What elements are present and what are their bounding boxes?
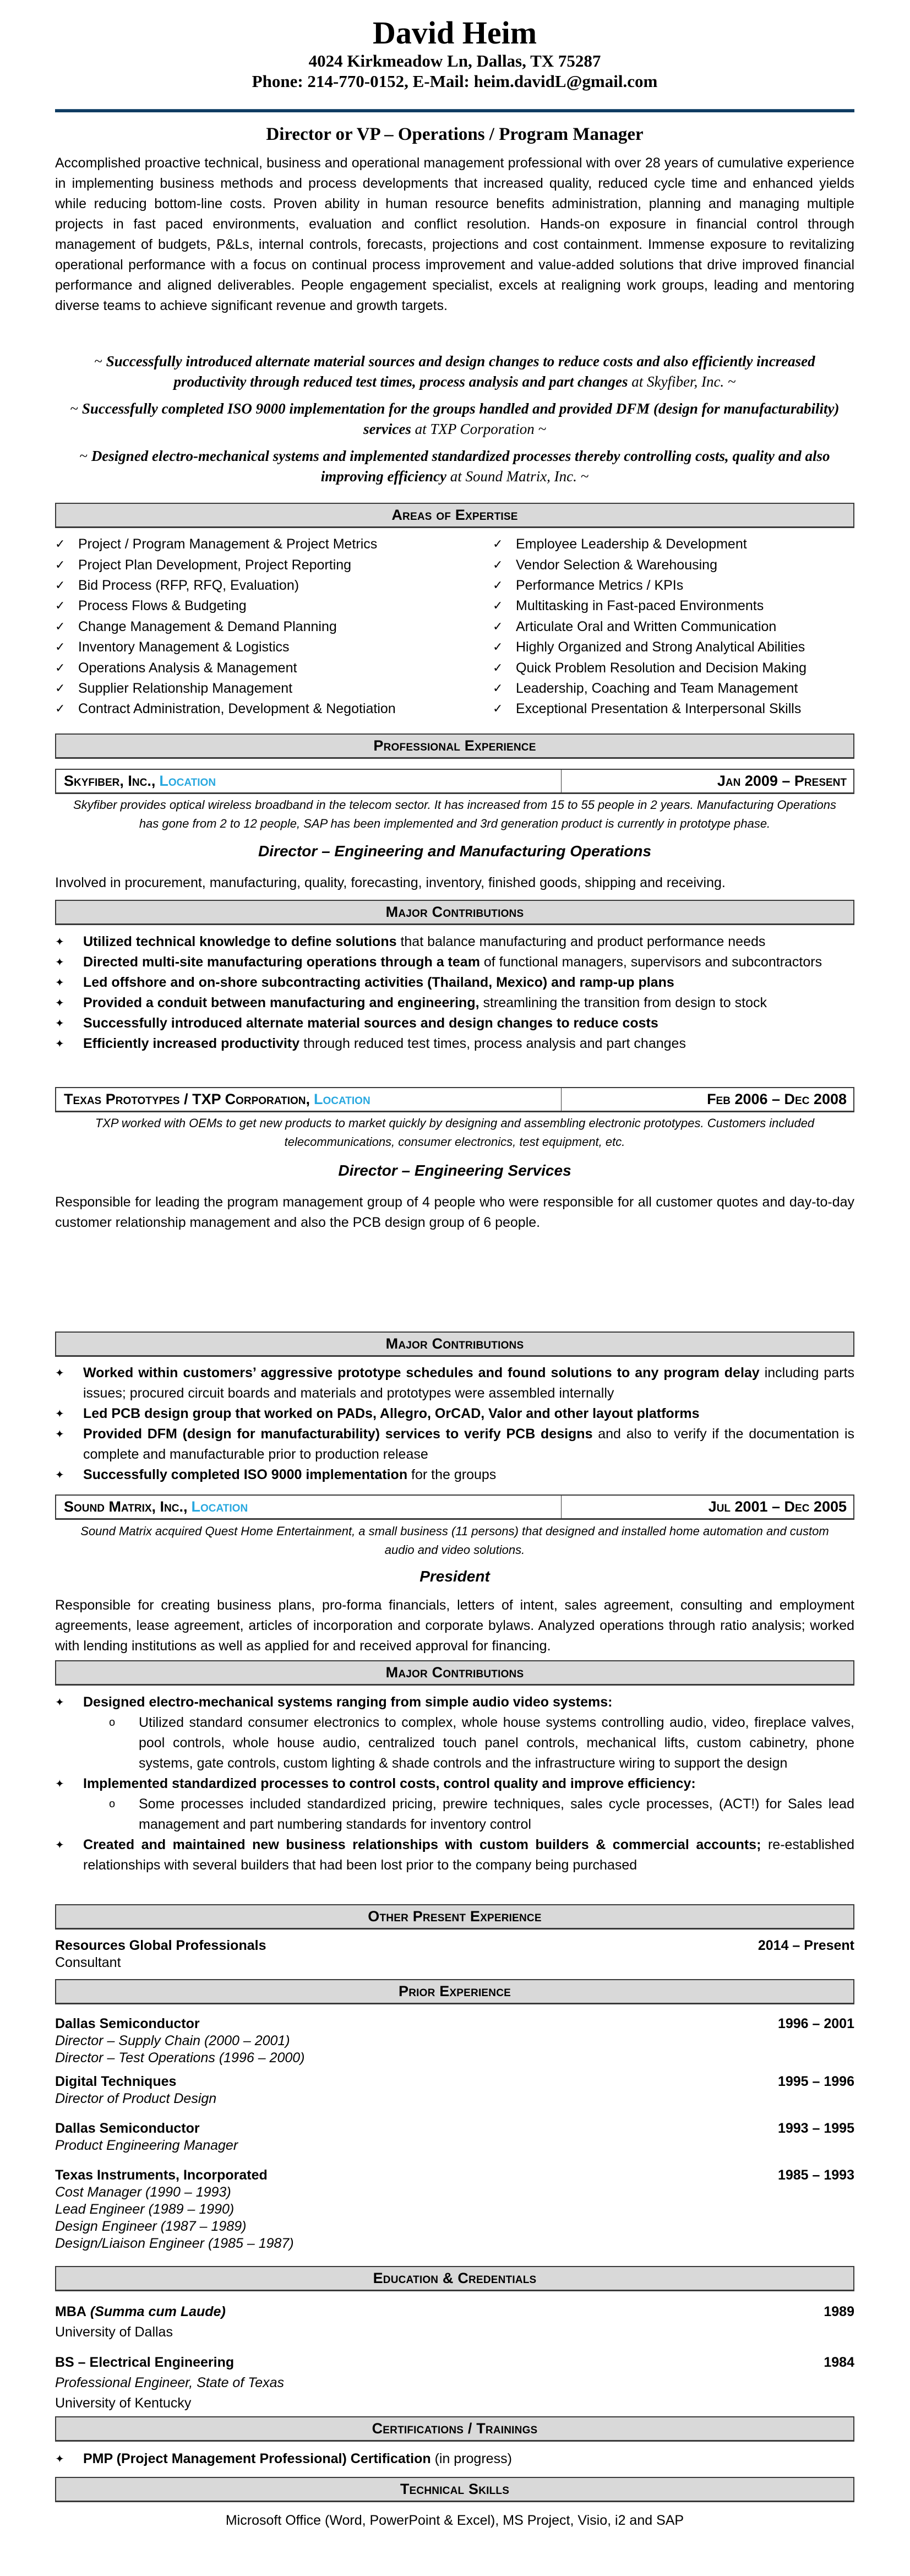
contribution-bold: Utilized technical knowledge to define solutions (83, 934, 397, 949)
graduation-year: 1989 (824, 2304, 854, 2319)
employment-dates: 1985 – 1993 (777, 2167, 854, 2183)
contribution-text (83, 993, 854, 1013)
contribution-rest: through reduced test times, process analysis and part changes (299, 1036, 686, 1051)
expertise-label: Operations Analysis & Management (78, 660, 297, 676)
degree-honor: (Summa cum Laude) (90, 2304, 226, 2319)
company-bar-sound-matrix (55, 1494, 854, 1520)
location-link[interactable]: Location (191, 1498, 248, 1515)
location-link[interactable]: Location (159, 773, 216, 789)
role-title: Product Engineering Manager (55, 2138, 238, 2153)
expertise-item (55, 617, 493, 637)
expertise-label: Project / Program Management & Project Metrics (78, 536, 378, 552)
highlight-item (55, 446, 854, 487)
contribution-text (83, 1404, 854, 1424)
company-bar-txp (55, 1087, 854, 1112)
address: 4024 Kirkmeadow Ln, Dallas, TX 75287 (308, 51, 601, 70)
contribution-bold: Efficiently increased productivity (83, 1036, 300, 1051)
contributions-list (55, 932, 854, 1054)
education-entry (55, 2352, 854, 2414)
company-bar-skyfiber (55, 769, 854, 794)
expertise-label: Process Flows & Budgeting (78, 598, 247, 614)
diamond-bullet-icon: ✦ (55, 976, 64, 989)
contribution-item (55, 1404, 854, 1424)
certifications-list (55, 2449, 854, 2469)
expertise-item (55, 534, 493, 555)
contribution-bold: Successfully completed ISO 9000 implementation (83, 1467, 408, 1482)
job-summary: Responsible for leading the program management group of 4 people who were responsible for all customer quotes and day-to-day customer relationship management and also the PCB design group of 6 people. (55, 1194, 854, 1230)
contribution-bold: Successfully introduced alternate material sources and design changes to reduce costs (83, 1015, 658, 1031)
circle-bullet-icon: o (109, 1716, 116, 1729)
company-name: Dallas Semiconductor (55, 2121, 200, 2136)
checkmark-icon: ✓ (55, 558, 66, 572)
checkmark-icon: ✓ (493, 599, 503, 613)
degree-name: BS – Electrical Engineering (55, 2355, 235, 2370)
company-name: Resources Global Professionals (55, 1938, 266, 1953)
contribution-item (55, 1363, 854, 1404)
prior-experience-entry (55, 2120, 854, 2154)
role-title: Director – Test Operations (1996 – 2000) (55, 2050, 305, 2066)
expertise-label: Highly Organized and Strong Analytical Abilities (516, 639, 805, 655)
entry-header (55, 2073, 854, 2090)
contribution-text (83, 1835, 854, 1876)
graduation-year: 1984 (824, 2355, 854, 2370)
expertise-label: Multitasking in Fast-paced Environments (516, 598, 764, 614)
employment-dates: 1995 – 1996 (777, 2074, 854, 2089)
candidate-name: David Heim (372, 15, 537, 51)
headline: Director or VP – Operations / Program Manager (266, 124, 644, 144)
school-name: University of Dallas (55, 2324, 173, 2340)
checkmark-icon: ✓ (493, 537, 503, 552)
contribution-item (55, 1013, 854, 1034)
role-title: Design/Liaison Engineer (1985 – 1987) (55, 2236, 294, 2251)
diamond-bullet-icon: ✦ (55, 1037, 64, 1050)
company-description: Skyfiber provides optical wireless broadband in the telecom sector. It has increased from 15 to 55 people in 2 years. Manufacturing Operations has gone from 2 to 12 people, SAP has been implemented and 3rd generation product is currently in prototype phase. (73, 798, 836, 830)
highlight-company: at Sound Matrix, Inc. ~ (446, 468, 589, 485)
contribution-item (55, 1465, 854, 1485)
contribution-text (83, 1424, 854, 1465)
expertise-item (493, 596, 854, 616)
expertise-item (55, 637, 493, 657)
contribution-rest: that balance manufacturing and product performance needs (396, 934, 766, 949)
expertise-item (55, 596, 493, 616)
expertise-label: Project Plan Development, Project Reporting (78, 557, 352, 573)
company-label: Sound Matrix, Inc., (64, 1498, 188, 1515)
certification-status: (in progress) (431, 2451, 512, 2466)
expertise-column-right (493, 534, 854, 720)
certification-text (83, 2449, 854, 2469)
contribution-item (55, 1774, 854, 1794)
section-header-technical-skills: Technical Skills (55, 2477, 854, 2502)
expertise-item (493, 534, 854, 555)
sub-bullet-item (55, 1794, 854, 1835)
contribution-item (55, 1424, 854, 1465)
role-title: Director – Supply Chain (2000 – 2001) (55, 2033, 290, 2048)
contribution-item (55, 1692, 854, 1713)
expertise-label: Inventory Management & Logistics (78, 639, 290, 655)
job-title: Director – Engineering and Manufacturing Operations (258, 843, 652, 860)
tilde: ~ (94, 353, 106, 369)
sub-bullet-item (55, 1713, 854, 1774)
checkmark-icon: ✓ (55, 640, 66, 655)
company-name: Digital Techniques (55, 2074, 177, 2089)
contribution-item (55, 1835, 854, 1876)
expertise-column-left (55, 534, 493, 720)
other-experience-entry (55, 1937, 854, 1971)
contact-info: Phone: 214-770-0152, E-Mail: heim.davidL@gmail.com (252, 72, 658, 91)
contribution-text (83, 952, 854, 972)
role-title: Lead Engineer (1989 – 1990) (55, 2202, 235, 2217)
contribution-bold: Led PCB design group that worked on PADs, Allegro, OrCAD, Valor and other layout platforms (83, 1406, 700, 1421)
education-entry (55, 2302, 854, 2343)
expertise-label: Bid Process (RFP, RFQ, Evaluation) (78, 577, 299, 593)
contribution-text (83, 1363, 854, 1404)
checkmark-icon: ✓ (493, 619, 503, 634)
expertise-label: Exceptional Presentation & Interpersonal Skills (516, 701, 802, 717)
expertise-item (493, 617, 854, 637)
contribution-text (83, 1774, 854, 1794)
section-header-contributions: Major Contributions (55, 900, 854, 925)
contribution-text (83, 932, 854, 952)
section-header-certifications: Certifications / Trainings (55, 2416, 854, 2442)
contribution-bold: Designed electro-mechanical systems ranging from simple audio video systems: (83, 1694, 613, 1710)
role-title: Design Engineer (1987 – 1989) (55, 2219, 247, 2234)
expertise-label: Supplier Relationship Management (78, 680, 293, 696)
checkmark-icon: ✓ (493, 558, 503, 572)
checkmark-icon: ✓ (55, 578, 66, 593)
contribution-bold: Created and maintained new business relationships with custom builders & commercial accounts; (83, 1837, 761, 1852)
highlight-item (55, 399, 854, 439)
diamond-bullet-icon: ✦ (55, 1366, 64, 1379)
section-header-prior: Prior Experience (55, 1979, 854, 2004)
expertise-label: Employee Leadership & Development (516, 536, 747, 552)
job-summary: Involved in procurement, manufacturing, quality, forecasting, inventory, finished goods, shipping and receiving. (55, 875, 726, 890)
contributions-list (55, 1692, 854, 1876)
contribution-rest: re-established relationships with several builders that had been lost prior to the company being purchased (83, 1837, 854, 1873)
credential: Professional Engineer, State of Texas (55, 2375, 285, 2390)
section-header-education: Education & Credentials (55, 2266, 854, 2291)
contribution-item (55, 952, 854, 972)
company-name (56, 1088, 562, 1111)
diamond-bullet-icon: ✦ (55, 2452, 64, 2465)
diamond-bullet-icon: ✦ (55, 1695, 64, 1709)
contribution-text (83, 1034, 854, 1054)
expertise-label: Articulate Oral and Written Communication (516, 618, 777, 634)
checkmark-icon: ✓ (493, 640, 503, 655)
diamond-bullet-icon: ✦ (55, 935, 64, 948)
job-title: Director – Engineering Services (338, 1162, 571, 1179)
employment-dates: 2014 – Present (758, 1938, 854, 1953)
expertise-item (55, 657, 493, 678)
contribution-item (55, 972, 854, 993)
entry-header (55, 2352, 854, 2373)
location-link[interactable]: Location (313, 1091, 370, 1107)
highlight-text: Successfully introduced alternate material sources and design changes to reduce costs and also efficiently increased productivity through reduced test times, process analysis and part changes (106, 353, 815, 390)
entry-header (55, 2015, 854, 2032)
diamond-bullet-icon: ✦ (55, 955, 64, 969)
expertise-label: Change Management & Demand Planning (78, 618, 337, 634)
company-label: Texas Prototypes / TXP Corporation, (64, 1091, 310, 1107)
expertise-item (493, 575, 854, 596)
expertise-item (55, 555, 493, 575)
section-header-contributions: Major Contributions (55, 1660, 854, 1686)
highlights (55, 351, 854, 493)
company-name (56, 1496, 562, 1518)
sub-bullet-text: Utilized standard consumer electronics to complex, whole house systems controlling audio, video, fireplace valves, pool controls, whole house audio, centralized touch panel controls, mechanical lifts, custom cabinetry, phone systems, gate controls, custom lighting & shade controls and the infrastructure wiring to support the design (139, 1715, 854, 1771)
expertise-item (493, 699, 854, 719)
contribution-item (55, 932, 854, 952)
expertise-item (493, 555, 854, 575)
company-name (56, 770, 562, 792)
checkmark-icon: ✓ (55, 681, 66, 695)
company-name: Dallas Semiconductor (55, 2016, 200, 2031)
contribution-bold: Worked within customers’ aggressive prototype schedules and found solutions to any program delay (83, 1365, 760, 1381)
section-header-contributions: Major Contributions (55, 1332, 854, 1357)
highlight-text: Designed electro-mechanical systems and implemented standardized processes thereby controlling costs, quality and also improving efficiency (91, 448, 830, 485)
expertise-label: Leadership, Coaching and Team Management (516, 680, 798, 696)
diamond-bullet-icon: ✦ (55, 1838, 64, 1851)
diamond-bullet-icon: ✦ (55, 1407, 64, 1420)
prior-experience-entry (55, 2015, 854, 2067)
diamond-bullet-icon: ✦ (55, 1427, 64, 1441)
expertise-item (493, 657, 854, 678)
contribution-rest: including parts issues; procured circuit boards and materials and prototypes were assembled internally (83, 1365, 854, 1401)
diamond-bullet-icon: ✦ (55, 1468, 64, 1481)
company-label: Skyfiber, Inc., (64, 773, 156, 789)
sub-bullet-text: Some processes included standardized pricing, prewire techniques, sales cycle processes, (ACT!) for Sales lead management and part numbering standards for inventory control (139, 1796, 854, 1832)
highlight-text: Successfully completed ISO 9000 implementation for the groups handled and provided DFM (design for manufacturability) services (81, 400, 840, 437)
company-name: Texas Instruments, Incorporated (55, 2167, 268, 2183)
diamond-bullet-icon: ✦ (55, 1017, 64, 1030)
contribution-bold: Directed multi-site manufacturing operations through a team (83, 954, 480, 970)
entry-header (55, 2302, 854, 2322)
contribution-bold: Led offshore and on-shore subcontracting activities (Thailand, Mexico) and ramp-up plans (83, 975, 674, 990)
header-divider (55, 109, 854, 112)
school-name: University of Kentucky (55, 2395, 192, 2411)
checkmark-icon: ✓ (493, 578, 503, 593)
entry-header (55, 2120, 854, 2137)
certification-item (55, 2449, 854, 2469)
entry-header (55, 2167, 854, 2184)
company-description: Sound Matrix acquired Quest Home Entertainment, a small business (11 persons) that designed and installed home automation and custom audio and video solutions. (80, 1524, 829, 1557)
degree-name: MBA (55, 2304, 86, 2319)
expertise-item (493, 678, 854, 699)
contribution-rest: and also to verify if the documentation is complete and manufacturable prior to production release (83, 1426, 854, 1462)
checkmark-icon: ✓ (55, 702, 66, 716)
contribution-rest: of functional managers, supervisors and subcontractors (479, 954, 822, 970)
contribution-item (55, 1034, 854, 1054)
circle-bullet-icon: o (109, 1798, 116, 1810)
contribution-rest: for the groups (407, 1467, 497, 1482)
degree (55, 2302, 226, 2322)
expertise-item (493, 637, 854, 657)
expertise-label: Quick Problem Resolution and Decision Making (516, 660, 807, 676)
contribution-item (55, 993, 854, 1013)
tilde: ~ (70, 400, 82, 417)
expertise-label: Performance Metrics / KPIs (516, 577, 684, 593)
job-title: Consultant (55, 1955, 121, 1970)
expertise-label: Vendor Selection & Warehousing (516, 557, 717, 573)
certification-name: PMP (Project Management Professional) Certification (83, 2451, 431, 2466)
role-title: Cost Manager (1990 – 1993) (55, 2184, 231, 2200)
expertise-item (55, 699, 493, 719)
expertise-item (55, 678, 493, 699)
section-header-expertise: Areas of Expertise (55, 503, 854, 528)
degree (55, 2352, 234, 2373)
prior-experience-entry (55, 2073, 854, 2107)
expertise-label: Contract Administration, Development & Negotiation (78, 701, 396, 717)
expertise-item (55, 575, 493, 596)
highlight-item (55, 351, 854, 392)
section-header-other: Other Present Experience (55, 1904, 854, 1930)
employment-dates: Jul 2001 – Dec 2005 (708, 1498, 847, 1515)
employment-dates: 1993 – 1995 (777, 2121, 854, 2136)
technical-skills: Microsoft Office (Word, PowerPoint & Excel), MS Project, Visio, i2 and SAP (225, 2513, 684, 2528)
checkmark-icon: ✓ (55, 599, 66, 613)
contribution-bold: Provided DFM (design for manufacturability) services to verify PCB designs (83, 1426, 593, 1442)
employment-dates: Jan 2009 – Present (717, 773, 847, 789)
tilde: ~ (79, 448, 91, 464)
checkmark-icon: ✓ (493, 661, 503, 675)
contributions-list (55, 1363, 854, 1485)
job-summary: Responsible for creating business plans, pro-forma financials, letters of intent, sales agreement, consulting and employment agreements, lease agreement, articles of incorporation and corporate bylaws. Analyzed operations through ratio analysis; worked with lending institutions as well as applied for and received approval for financing. (55, 1597, 854, 1654)
prior-experience-entry (55, 2167, 854, 2252)
role-title: Director of Product Design (55, 2091, 217, 2106)
contribution-text (83, 1465, 854, 1485)
job-title: President (419, 1568, 490, 1585)
diamond-bullet-icon: ✦ (55, 1777, 64, 1790)
checkmark-icon: ✓ (493, 681, 503, 695)
contribution-bold: Implemented standardized processes to control costs, control quality and improve efficiency: (83, 1776, 696, 1791)
checkmark-icon: ✓ (55, 619, 66, 634)
contribution-text (83, 972, 854, 993)
summary-paragraph: Accomplished proactive technical, business and operational management professional with over 28 years of cumulative experience in implementing business methods and process developments that increased quality, reduced cycle time and enhanced yields while reducing bottom-line costs. Proven ability in human resource benefits administration, planning and managing multiple projects in fast paced environments, evaluation and conflict resolution. Hands-on exposure in financial control through management of budgets, P&Ls, internal controls, forecasts, projections and cost containment. Immense exposure to revitalizing operational performance with a focus on continual process improvement and value-added solutions that drive improved financial performance and aligned deliverables. People engagement specialist, excels at realigning work groups, leading and mentoring diverse teams to achieve significant revenue and growth targets. (55, 155, 854, 313)
contribution-text (83, 1692, 854, 1713)
contribution-text (83, 1013, 854, 1034)
diamond-bullet-icon: ✦ (55, 996, 64, 1009)
employment-dates: 1996 – 2001 (777, 2016, 854, 2031)
contribution-rest: streamlining the transition from design to stock (479, 995, 767, 1010)
highlight-company: at Skyfiber, Inc. ~ (628, 373, 736, 390)
section-header-professional: Professional Experience (55, 733, 854, 759)
contribution-bold: Provided a conduit between manufacturing and engineering, (83, 995, 479, 1010)
checkmark-icon: ✓ (55, 537, 66, 552)
expertise-grid (55, 534, 854, 720)
checkmark-icon: ✓ (55, 661, 66, 675)
highlight-company: at TXP Corporation ~ (411, 421, 547, 437)
checkmark-icon: ✓ (493, 702, 503, 716)
company-description: TXP worked with OEMs to get new products to market quickly by designing and assembling electronic prototypes. Customers included telecommunications, consumer electronics, test equipment, etc. (95, 1116, 815, 1149)
employment-dates: Feb 2006 – Dec 2008 (707, 1091, 847, 1107)
